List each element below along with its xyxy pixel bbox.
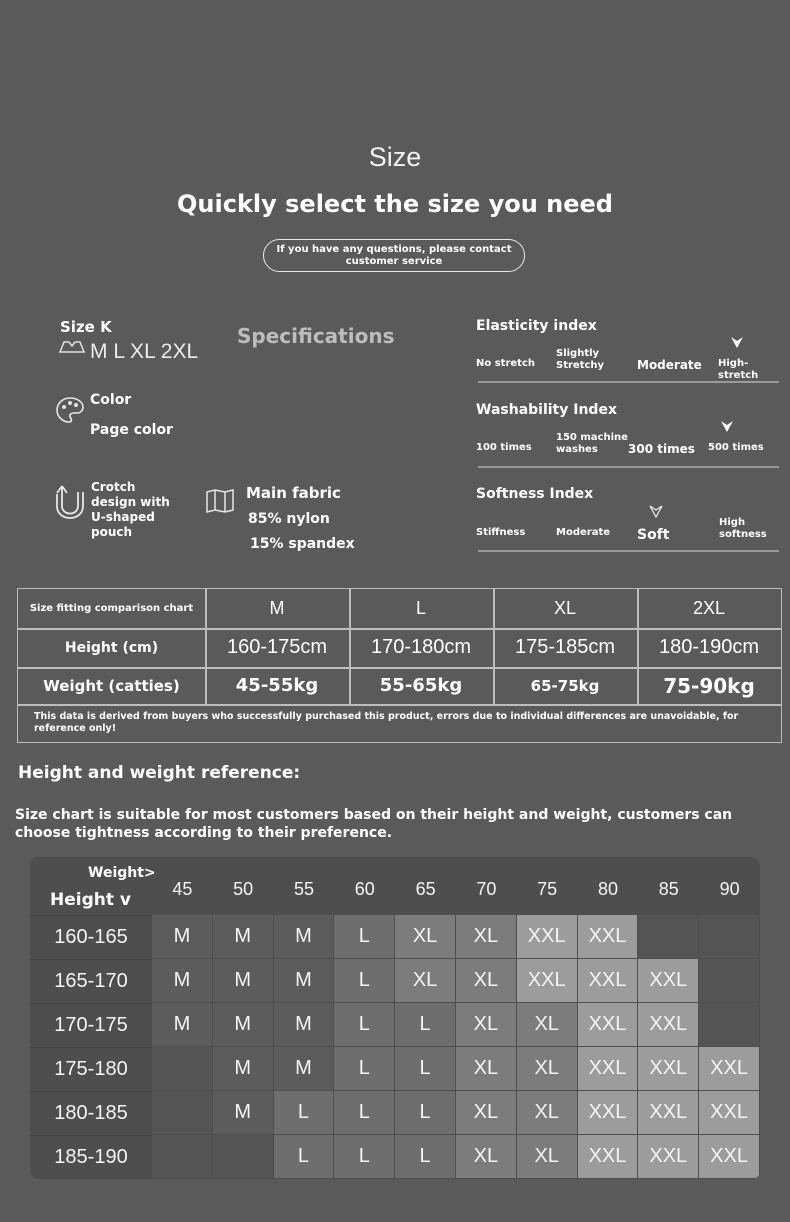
grid-size-cell: XXL [578,1091,638,1134]
grid-size-cell: L [395,1003,455,1046]
grid-size-cell: XL [456,1047,516,1090]
grid-size-cell: XXL [578,959,638,1002]
reference-title: Height and weight reference: [18,763,301,783]
grid-size-cell: XXL [699,1047,759,1090]
softness-level-2: Soft [637,527,670,543]
cmp-weight-value: 65-75kg [530,676,600,695]
elasticity-level-3: High-stretch [718,358,759,381]
cmp-weight-value: 75-90kg [663,673,755,698]
color-label: Color [90,392,132,408]
washability-scale-line [478,466,779,468]
cmp-height-value: 160-175cm [226,636,328,658]
grid-size-cell [152,1135,212,1178]
washability-marker-icon [720,420,734,434]
cmp-size-header: 2XL [692,598,726,618]
cmp-note: This data is derived from buyers who successfully purchased this product, errors due to individual differences are unavoidable, for reference only! [34,711,739,734]
grid-size-cell: XXL [638,959,698,1002]
palette-icon [54,395,86,425]
grid-size-cell [699,959,759,1002]
grid-size-cell: XXL [517,959,577,1002]
grid-size-cell: XL [456,959,516,1002]
cmp-weight-value: 55-65kg [379,675,463,696]
grid-size-cell: XL [395,915,455,958]
grid-size-cell: XXL [638,1047,698,1090]
softness-level-3: High softness [719,517,767,540]
grid-height-row-label: 175-180 [30,1047,152,1091]
size-comparison-table [17,588,782,743]
grid-size-cell: XL [456,1003,516,1046]
grid-size-cell: M [274,1003,334,1046]
cmp-row-divider [18,704,781,706]
grid-weight-header: 70 [476,878,497,899]
grid-size-cell: L [334,959,394,1002]
grid-height-row-label: 170-175 [30,1003,152,1047]
grid-size-cell: M [213,1003,273,1046]
softness-level-1: Moderate [556,527,611,538]
grid-size-cell: M [213,915,273,958]
page-title: Size [368,142,422,172]
grid-size-cell: XXL [517,915,577,958]
grid-size-cell: M [152,959,212,1002]
grid-height-row-label: 180-185 [30,1091,152,1135]
specifications-heading: Specifications [237,324,395,348]
grid-size-cell: XXL [699,1091,759,1134]
washability-level-2: 300 times [628,442,695,456]
cmp-height-value: 180-190cm [658,636,760,658]
grid-size-cell: XL [517,1091,577,1134]
grid-weight-header: 65 [415,878,436,899]
softness-title: Softness Index [476,486,594,502]
grid-size-cell [699,915,759,958]
crotch-design: Crotch design with U-shaped pouch [91,480,170,539]
grid-size-cell: L [395,1091,455,1134]
elasticity-level-0: No stretch [476,358,535,369]
size-label: Size K [60,318,112,336]
softness-scale-line [478,550,779,552]
grid-size-cell [152,1091,212,1134]
grid-size-cell: M [213,1091,273,1134]
reference-description: Size chart is suitable for most customers based on their height and weight, customers can choose tightness according to their preference. [15,807,733,841]
cmp-size-header: M [269,598,285,618]
washability-level-1: 150 machine washes [556,432,628,455]
grid-size-cell: XXL [578,1003,638,1046]
cmp-header-label: Size fitting comparison chart [29,603,194,614]
softness-marker-icon [649,505,663,519]
grid-size-cell: XL [456,1091,516,1134]
grid-size-cell: L [334,1003,394,1046]
grid-size-cell: L [334,1047,394,1090]
grid-weight-header: 90 [719,878,740,899]
grid-size-cell: M [152,915,212,958]
washability-level-3: 500 times [708,442,764,453]
grid-weight-header: 80 [597,878,618,899]
cmp-weight-label: Weight (catties) [43,676,180,695]
grid-weight-header: 45 [172,878,193,899]
grid-size-cell: L [395,1047,455,1090]
grid-size-cell [152,1047,212,1090]
pouch-icon [54,484,86,522]
cmp-height-label: Height (cm) [64,639,159,656]
grid-weight-label: Weight> [88,865,156,881]
grid-size-cell: M [274,1047,334,1090]
color-value: Page color [90,422,173,438]
elasticity-title: Elasticity index [476,318,597,334]
grid-size-cell: XXL [638,1003,698,1046]
grid-size-cell: XXL [699,1135,759,1178]
grid-size-cell: L [334,1135,394,1178]
grid-height-row-label: 165-170 [30,959,152,1003]
grid-size-cell: XXL [638,1091,698,1134]
grid-size-cell: M [274,915,334,958]
grid-size-cell: M [152,1003,212,1046]
fabric-label: Main fabric [246,484,341,502]
grid-size-cell: L [334,915,394,958]
clothes-icon [58,338,86,354]
cmp-height-value: 175-185cm [514,636,616,658]
elasticity-marker-icon [730,336,744,350]
grid-weight-header: 60 [354,878,375,899]
grid-size-cell: M [213,1047,273,1090]
grid-size-cell: L [274,1135,334,1178]
softness-level-0: Stiffness [476,527,526,538]
elasticity-level-1: Slightly Stretchy [556,348,605,371]
grid-weight-header: 55 [293,878,314,899]
grid-size-cell: XL [395,959,455,1002]
grid-size-cell: XL [517,1047,577,1090]
grid-size-cell: L [395,1135,455,1178]
elasticity-scale-line [478,381,779,383]
fabric-spandex: 15% spandex [250,536,355,552]
grid-size-cell: XXL [638,1135,698,1178]
size-grid [30,857,760,1179]
washability-title: Washability Index [476,402,617,418]
grid-size-cell: M [274,959,334,1002]
fabric-nylon: 85% nylon [248,511,330,527]
washability-level-0: 100 times [476,442,532,453]
elasticity-level-2: Moderate [637,358,702,372]
grid-size-cell [213,1135,273,1178]
grid-size-cell: M [213,959,273,1002]
grid-size-cell [638,915,698,958]
grid-height-row-label: 185-190 [30,1135,152,1179]
size-list: M L XL 2XL [90,340,199,363]
grid-size-cell: XXL [578,1047,638,1090]
grid-size-cell [699,1003,759,1046]
cmp-size-header: L [415,598,426,618]
grid-size-cell: XL [517,1135,577,1178]
grid-weight-header: 50 [233,878,254,899]
grid-size-cell: XXL [578,915,638,958]
contact-note: If you have any questions, please contact customer service [263,239,525,272]
grid-weight-header: 75 [537,878,558,899]
grid-size-cell: XL [456,915,516,958]
cmp-size-header: XL [553,598,577,618]
grid-weight-header: 85 [658,878,679,899]
grid-size-cell: L [334,1091,394,1134]
grid-size-cell: L [274,1091,334,1134]
fabric-icon [205,488,235,514]
page-subtitle: Quickly select the size you need [177,190,613,218]
cmp-weight-value: 45-55kg [235,675,319,696]
cmp-height-value: 170-180cm [370,636,472,658]
grid-height-row-label: 160-165 [30,915,152,959]
grid-size-cell: XL [456,1135,516,1178]
grid-size-cell: XXL [578,1135,638,1178]
grid-size-cell: XL [517,1003,577,1046]
grid-height-label: Height v [50,890,131,910]
